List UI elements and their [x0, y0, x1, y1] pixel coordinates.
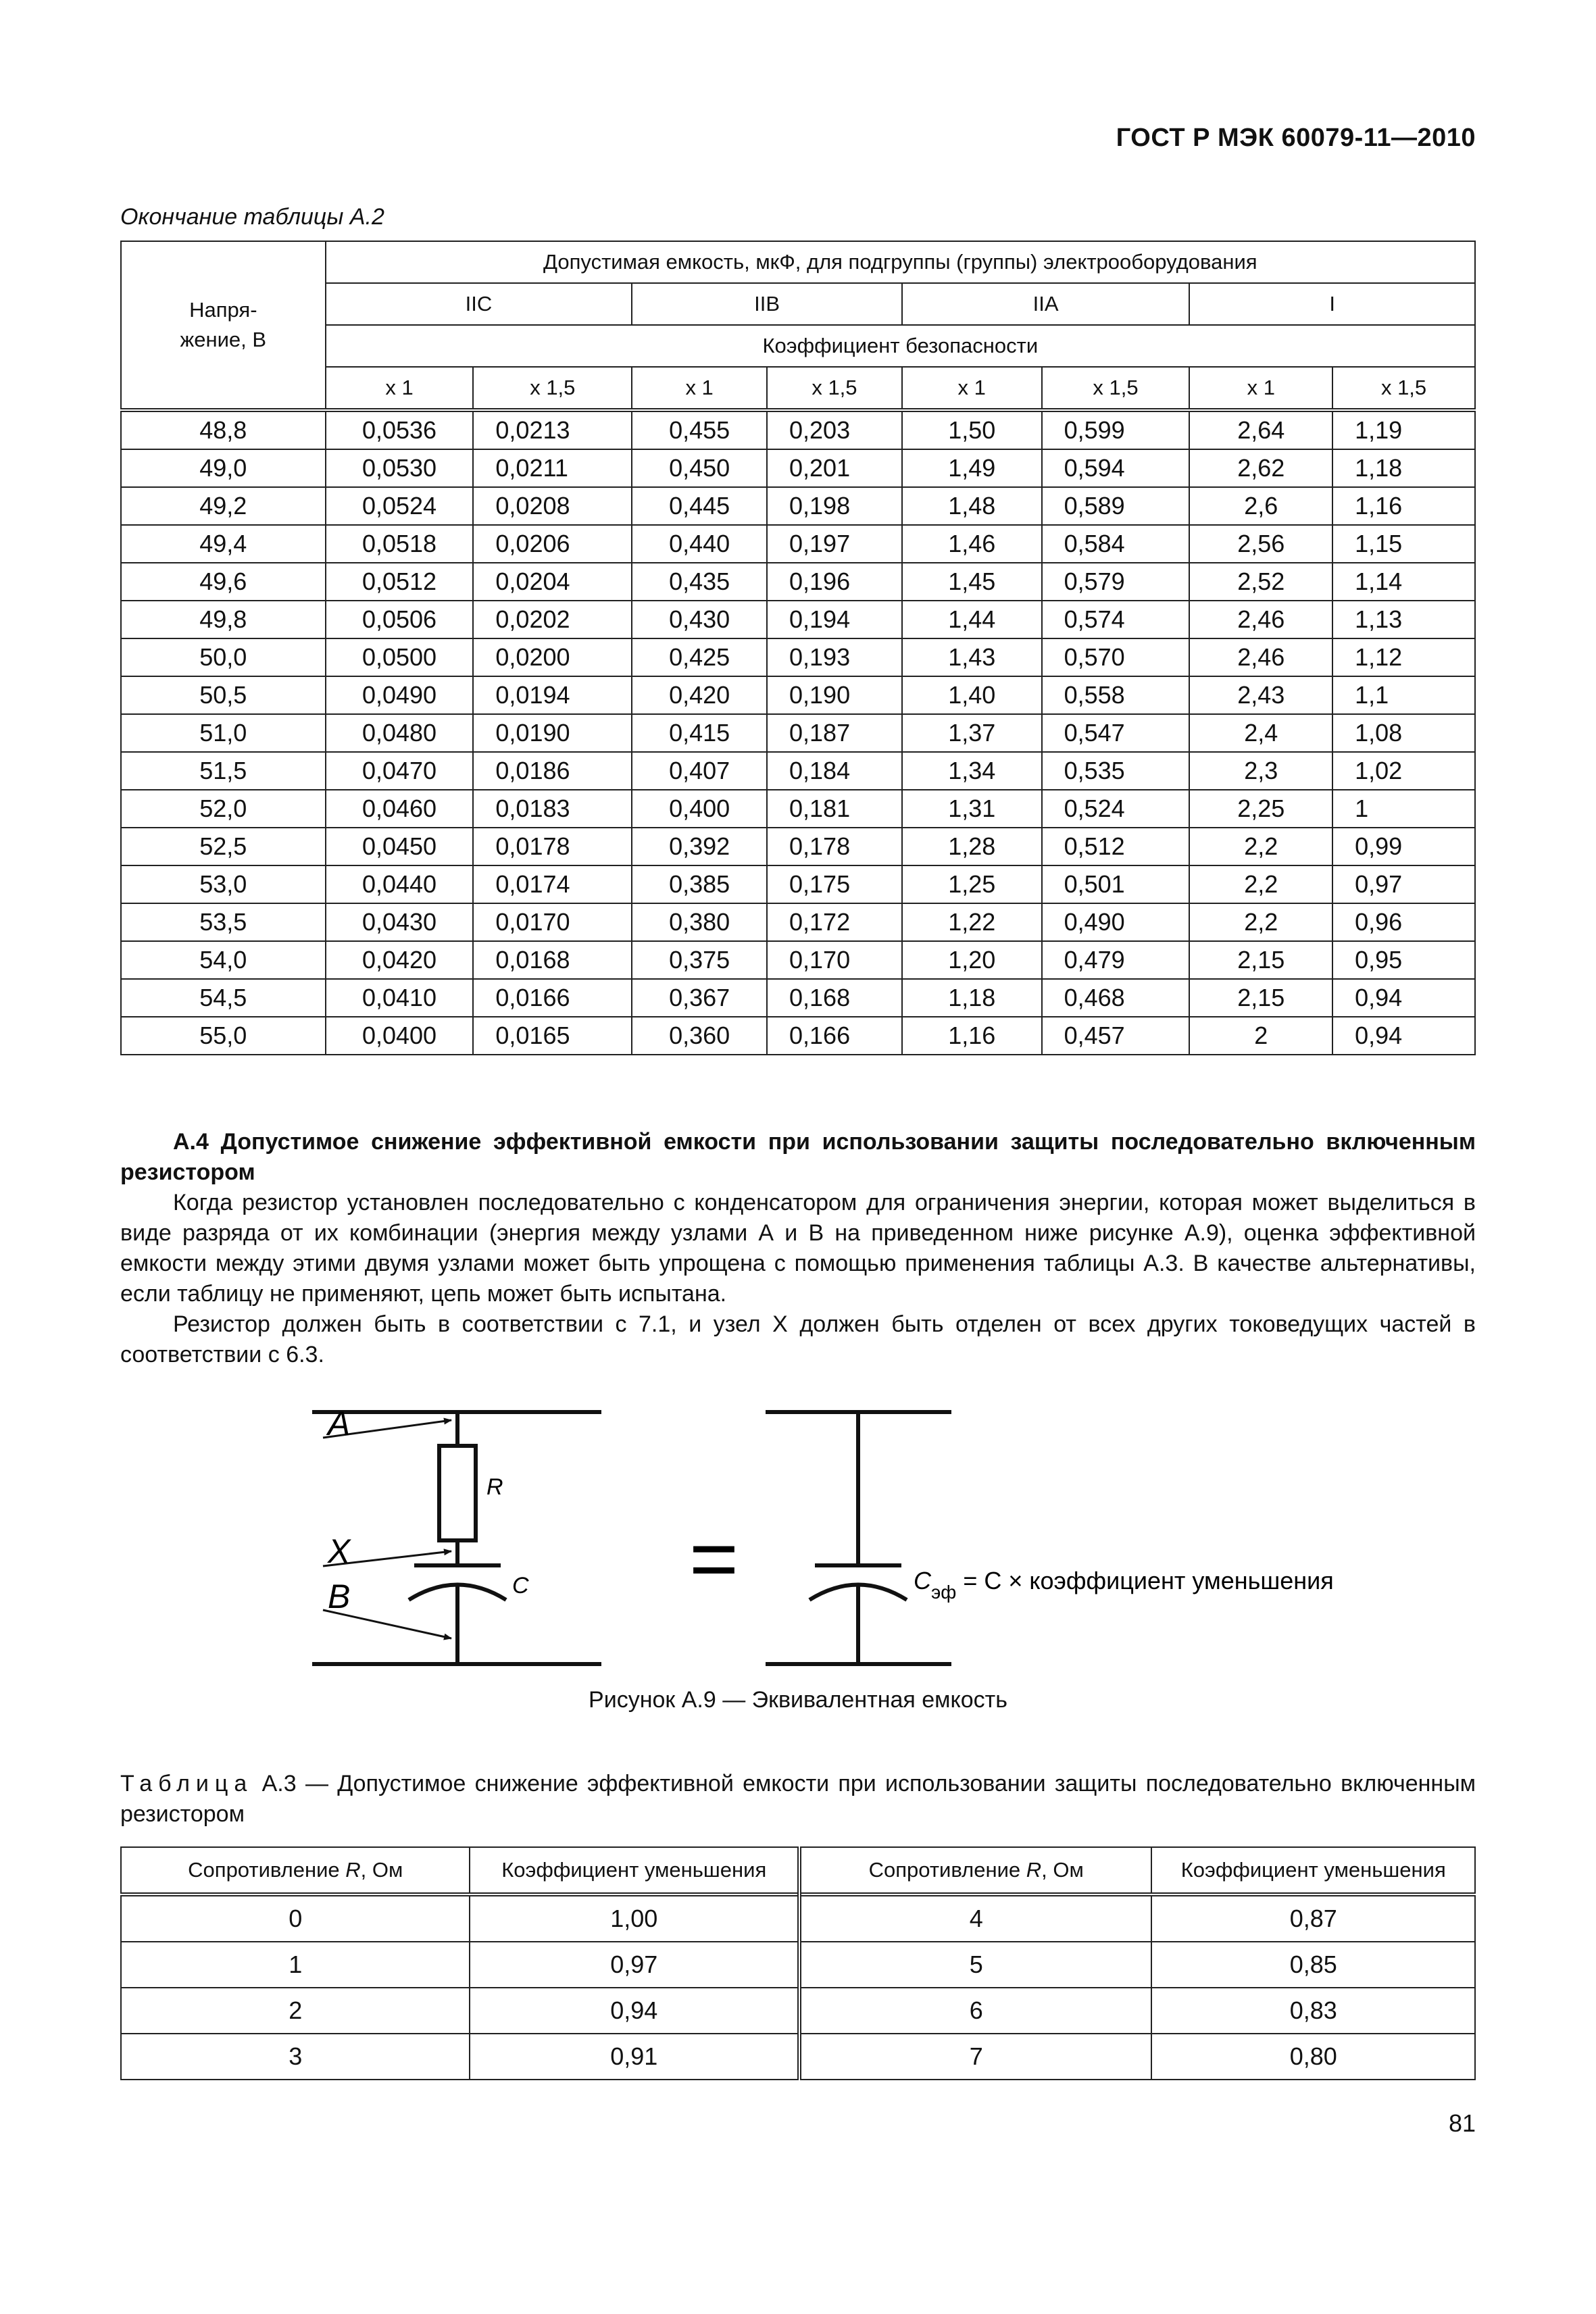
voltage-cell: 55,0: [121, 1017, 326, 1055]
voltage-cell: 49,0: [121, 449, 326, 487]
capacity-cell: 1,1: [1332, 676, 1475, 714]
voltage-cell: 48,8: [121, 410, 326, 449]
capacity-cell: 0,490: [1042, 903, 1190, 941]
capacity-cell: 0,168: [767, 979, 902, 1017]
capacity-cell: 0,450: [632, 449, 767, 487]
resistance-cell: 6: [799, 1988, 1151, 2034]
voltage-cell: 53,0: [121, 865, 326, 903]
table-row: [121, 449, 1475, 487]
capacity-cell: 0,201: [767, 449, 902, 487]
capacity-cell: 1,50: [902, 410, 1042, 449]
factor-header: х 1,5: [1042, 367, 1190, 410]
resistance-cell: 5: [799, 1942, 1151, 1988]
page-number: 81: [1448, 2109, 1476, 2137]
factor-header: Коэффициент уменьшения: [470, 1847, 799, 1894]
capacity-cell: 1,43: [902, 638, 1042, 676]
factor-header: х 1: [326, 367, 474, 410]
capacity-cell: 2,62: [1189, 449, 1332, 487]
capacity-cell: 2,46: [1189, 601, 1332, 638]
capacity-cell: 0,0166: [473, 979, 632, 1017]
capacity-cell: 0,0518: [326, 525, 474, 563]
factor-cell: 0,94: [470, 1988, 799, 2034]
capacity-cell: 0,512: [1042, 828, 1190, 865]
resistance-header: Сопротивление R, Ом: [121, 1847, 470, 1894]
table-row: [121, 828, 1475, 865]
capacity-cell: 0,94: [1332, 979, 1475, 1017]
voltage-cell: 49,6: [121, 563, 326, 601]
label-x: X: [328, 1532, 351, 1570]
capacity-cell: 0,0206: [473, 525, 632, 563]
voltage-cell: 49,2: [121, 487, 326, 525]
table-row: [121, 714, 1475, 752]
capacity-cell: 0,97: [1332, 865, 1475, 903]
capacity-cell: 2,15: [1189, 979, 1332, 1017]
capacity-cell: 1,37: [902, 714, 1042, 752]
resistance-cell: 0: [121, 1894, 470, 1942]
capacity-cell: 2,64: [1189, 410, 1332, 449]
capacity-cell: 0,96: [1332, 903, 1475, 941]
capacity-cell: 0,194: [767, 601, 902, 638]
capacity-cell: 0,547: [1042, 714, 1190, 752]
capacity-cell: 0,0440: [326, 865, 474, 903]
label-r: R: [487, 1474, 503, 1500]
capacity-cell: 0,196: [767, 563, 902, 601]
table-row: [121, 1942, 1475, 1988]
capacity-cell: 2,2: [1189, 828, 1332, 865]
label-c: C: [512, 1573, 529, 1599]
table-row: [121, 1894, 1475, 1942]
capacity-cell: 0,380: [632, 903, 767, 941]
table-a3: [120, 1846, 1476, 2080]
formula-text: = C × коэффициент уменьшения: [956, 1567, 1334, 1594]
capacity-cell: 1,13: [1332, 601, 1475, 638]
capacity-cell: 2,2: [1189, 865, 1332, 903]
capacity-cell: 0,190: [767, 676, 902, 714]
equals-sign: =: [689, 1512, 739, 1606]
capacity-cell: 0,0202: [473, 601, 632, 638]
capacity-cell: 1,20: [902, 941, 1042, 979]
factor-header: х 1,5: [1332, 367, 1475, 410]
capacity-cell: 1,14: [1332, 563, 1475, 601]
table-row: [121, 752, 1475, 790]
table-row: [121, 941, 1475, 979]
capacity-cell: 1,02: [1332, 752, 1475, 790]
capacity-cell: 0,184: [767, 752, 902, 790]
voltage-cell: 53,5: [121, 903, 326, 941]
table-a3-caption: [120, 1769, 1476, 1830]
capacity-cell: 1,49: [902, 449, 1042, 487]
capacity-cell: 0,166: [767, 1017, 902, 1055]
capacity-cell: 0,0536: [326, 410, 474, 449]
capacity-cell: 0,570: [1042, 638, 1190, 676]
capacity-cell: 1,46: [902, 525, 1042, 563]
capacity-cell: 0,0170: [473, 903, 632, 941]
capacity-cell: 0,172: [767, 903, 902, 941]
capacity-cell: 0,584: [1042, 525, 1190, 563]
capacity-cell: 0,0470: [326, 752, 474, 790]
label-a: A: [328, 1405, 351, 1442]
capacity-cell: 0,178: [767, 828, 902, 865]
capacity-cell: 0,0500: [326, 638, 474, 676]
voltage-cell: 50,0: [121, 638, 326, 676]
capacity-cell: 0,0460: [326, 790, 474, 828]
table-row: [121, 601, 1475, 638]
table-row: [121, 638, 1475, 676]
capacity-cell: 1,15: [1332, 525, 1475, 563]
table-a2-caption: Окончание таблицы А.2: [120, 204, 384, 230]
c-eff-subscript: эф: [931, 1582, 957, 1603]
resistance-header: Сопротивление R, Ом: [799, 1847, 1151, 1894]
capacity-cell: 0,360: [632, 1017, 767, 1055]
capacity-cell: 0,468: [1042, 979, 1190, 1017]
table-a3-body: [121, 1894, 1475, 2080]
capacity-cell: 0,385: [632, 865, 767, 903]
capacity-cell: 0,375: [632, 941, 767, 979]
capacity-cell: 0,0530: [326, 449, 474, 487]
factor-cell: 0,80: [1151, 2034, 1475, 2080]
capacity-cell: 0,524: [1042, 790, 1190, 828]
capacity-cell: 1,16: [902, 1017, 1042, 1055]
capacity-cell: 0,0178: [473, 828, 632, 865]
capacity-cell: 1,12: [1332, 638, 1475, 676]
table-row: [121, 676, 1475, 714]
capacity-cell: 2,25: [1189, 790, 1332, 828]
capacity-cell: 0,457: [1042, 1017, 1190, 1055]
section-a4: [120, 1127, 1476, 1370]
capacity-cell: 0,170: [767, 941, 902, 979]
capacity-cell: 2,56: [1189, 525, 1332, 563]
capacity-cell: 0,0512: [326, 563, 474, 601]
voltage-cell: 49,8: [121, 601, 326, 638]
capacity-cell: 0,0490: [326, 676, 474, 714]
capacity-cell: 1,16: [1332, 487, 1475, 525]
capacity-cell: 1,18: [1332, 449, 1475, 487]
factor-cell: 0,85: [1151, 1942, 1475, 1988]
capacity-cell: 0,535: [1042, 752, 1190, 790]
capacity-header: Допустимая емкость, мкФ, для подгруппы (группы) электрооборудования: [326, 241, 1475, 283]
capacity-cell: 0,579: [1042, 563, 1190, 601]
capacity-cell: 0,0480: [326, 714, 474, 752]
capacity-cell: 1,18: [902, 979, 1042, 1017]
capacity-cell: 0,0186: [473, 752, 632, 790]
group-header: IIA: [902, 283, 1190, 325]
capacity-cell: 0,392: [632, 828, 767, 865]
resistance-cell: 7: [799, 2034, 1151, 2080]
voltage-cell: 54,5: [121, 979, 326, 1017]
factor-header: х 1: [902, 367, 1042, 410]
capacity-cell: 1: [1332, 790, 1475, 828]
capacity-cell: 1,31: [902, 790, 1042, 828]
capacity-cell: 0,0410: [326, 979, 474, 1017]
capacity-cell: 0,193: [767, 638, 902, 676]
capacity-cell: 0,420: [632, 676, 767, 714]
capacity-cell: 0,445: [632, 487, 767, 525]
capacity-cell: 2,15: [1189, 941, 1332, 979]
capacity-cell: 1,22: [902, 903, 1042, 941]
capacity-cell: 0,0420: [326, 941, 474, 979]
capacity-cell: 2,46: [1189, 638, 1332, 676]
capacity-cell: 2,3: [1189, 752, 1332, 790]
factor-header: Коэффициент уменьшения: [1151, 1847, 1475, 1894]
table-row: [121, 865, 1475, 903]
voltage-cell: 49,4: [121, 525, 326, 563]
capacity-cell: 0,198: [767, 487, 902, 525]
factor-header: х 1,5: [767, 367, 902, 410]
safety-factor-header: Коэффициент безопасности: [326, 325, 1475, 367]
voltage-header: [121, 241, 326, 410]
capacity-cell: 0,0506: [326, 601, 474, 638]
capacity-cell: 1,45: [902, 563, 1042, 601]
table-row: [121, 563, 1475, 601]
section-a4-paragraph: Резистор должен быть в соответствии с 7.1, и узел X должен быть отделен от всех других токоведущих частей в соответствии с 6.3.: [120, 1311, 1476, 1367]
c-eff-symbol: C: [914, 1567, 931, 1594]
capacity-cell: 0,0204: [473, 563, 632, 601]
capacity-cell: 0,594: [1042, 449, 1190, 487]
voltage-cell: 50,5: [121, 676, 326, 714]
voltage-header-text: Напря- жение, В: [180, 298, 267, 351]
capacity-cell: 0,0213: [473, 410, 632, 449]
voltage-cell: 51,0: [121, 714, 326, 752]
factor-header: х 1: [632, 367, 767, 410]
capacity-cell: 2,6: [1189, 487, 1332, 525]
resistor: [439, 1446, 476, 1540]
table-row: [121, 2034, 1475, 2080]
capacity-cell: 0,0165: [473, 1017, 632, 1055]
figure-a9-diagram: [0, 1378, 1596, 1689]
voltage-cell: 54,0: [121, 941, 326, 979]
table-row: [121, 487, 1475, 525]
capacity-cell: 0,0208: [473, 487, 632, 525]
capacity-cell: 1,48: [902, 487, 1042, 525]
capacity-cell: 1,19: [1332, 410, 1475, 449]
table-row: [121, 410, 1475, 449]
resistance-cell: 1: [121, 1942, 470, 1988]
capacity-cell: 0,95: [1332, 941, 1475, 979]
factor-cell: 0,91: [470, 2034, 799, 2080]
resistance-cell: 4: [799, 1894, 1151, 1942]
capacity-cell: 0,435: [632, 563, 767, 601]
resistance-cell: 3: [121, 2034, 470, 2080]
capacity-cell: 0,455: [632, 410, 767, 449]
table-row: [121, 1017, 1475, 1055]
capacity-cell: 0,589: [1042, 487, 1190, 525]
group-header: I: [1189, 283, 1475, 325]
capacity-cell: 2,4: [1189, 714, 1332, 752]
capacity-cell: 0,425: [632, 638, 767, 676]
resistance-cell: 2: [121, 1988, 470, 2034]
capacity-cell: 0,197: [767, 525, 902, 563]
capacity-cell: 0,407: [632, 752, 767, 790]
capacity-cell: 0,94: [1332, 1017, 1475, 1055]
capacity-cell: 0,558: [1042, 676, 1190, 714]
capacity-cell: 2,52: [1189, 563, 1332, 601]
capacity-cell: 0,0168: [473, 941, 632, 979]
capacity-cell: 2,43: [1189, 676, 1332, 714]
capacity-cell: 0,0183: [473, 790, 632, 828]
capacity-cell: 0,0450: [326, 828, 474, 865]
table-row: [121, 790, 1475, 828]
factor-header: х 1: [1189, 367, 1332, 410]
capacity-cell: 0,203: [767, 410, 902, 449]
capacity-cell: 0,0194: [473, 676, 632, 714]
group-header: IIC: [326, 283, 632, 325]
capacity-cell: 0,0200: [473, 638, 632, 676]
capacity-cell: 0,599: [1042, 410, 1190, 449]
table-row: [121, 979, 1475, 1017]
voltage-cell: 52,0: [121, 790, 326, 828]
capacity-cell: 1,25: [902, 865, 1042, 903]
factor-cell: 1,00: [470, 1894, 799, 1942]
factor-cell: 0,83: [1151, 1988, 1475, 2034]
capacity-cell: 0,430: [632, 601, 767, 638]
capacity-cell: 0,400: [632, 790, 767, 828]
capacity-cell: 1,44: [902, 601, 1042, 638]
capacity-cell: 0,0400: [326, 1017, 474, 1055]
table-row: [121, 1988, 1475, 2034]
table-word: Таблица: [120, 1771, 253, 1796]
capacity-cell: 0,367: [632, 979, 767, 1017]
capacity-cell: 2,2: [1189, 903, 1332, 941]
capacity-cell: 0,0524: [326, 487, 474, 525]
equivalent-capacitance-formula: [914, 1567, 1334, 1603]
capacity-cell: 0,0174: [473, 865, 632, 903]
capacity-cell: 1,34: [902, 752, 1042, 790]
figure-a9-caption: Рисунок А.9 — Эквивалентная емкость: [589, 1687, 1007, 1713]
capacity-cell: 0,574: [1042, 601, 1190, 638]
group-header: IIB: [632, 283, 902, 325]
table-row: [121, 525, 1475, 563]
factor-header: х 1,5: [473, 367, 632, 410]
capacity-cell: 0,0190: [473, 714, 632, 752]
capacity-cell: 0,0211: [473, 449, 632, 487]
voltage-cell: 51,5: [121, 752, 326, 790]
capacity-cell: 0,181: [767, 790, 902, 828]
standard-header: ГОСТ Р МЭК 60079-11—2010: [1116, 124, 1476, 152]
capacity-cell: 0,440: [632, 525, 767, 563]
capacity-cell: 1,28: [902, 828, 1042, 865]
capacity-cell: 0,479: [1042, 941, 1190, 979]
capacity-cell: 0,415: [632, 714, 767, 752]
capacity-cell: 0,175: [767, 865, 902, 903]
section-a4-paragraph: Когда резистор установлен последовательно с конденсатором для ограничения энергии, которая может выделиться в виде разряда от их комбинации (энергия между узлами А и В на приведенном ниже рисунке А.9), оценка эффективной емкости между этими двумя узлами может быть упрощена с помощью применения таблицы А.3. В качестве альтернативы, если таблицу не применяют, цепь может быть испытана.: [120, 1190, 1476, 1307]
table-a2-body: [121, 410, 1475, 1055]
capacity-cell: 0,0430: [326, 903, 474, 941]
label-b: B: [328, 1578, 351, 1615]
table-a3-caption-text: А.3 — Допустимое снижение эффективной емкости при использовании защиты последовательно включенным резистором: [120, 1771, 1476, 1827]
factor-cell: 0,87: [1151, 1894, 1475, 1942]
section-a4-heading: А.4 Допустимое снижение эффективной емкости при использовании защиты последовательно включенным резистором: [120, 1129, 1476, 1185]
capacity-cell: 0,99: [1332, 828, 1475, 865]
capacity-cell: 1,08: [1332, 714, 1475, 752]
factor-cell: 0,97: [470, 1942, 799, 1988]
capacity-cell: 0,187: [767, 714, 902, 752]
capacity-cell: 0,501: [1042, 865, 1190, 903]
voltage-cell: 52,5: [121, 828, 326, 865]
table-row: [121, 903, 1475, 941]
capacity-cell: 2: [1189, 1017, 1332, 1055]
table-a2: [120, 241, 1476, 1055]
capacity-cell: 1,40: [902, 676, 1042, 714]
